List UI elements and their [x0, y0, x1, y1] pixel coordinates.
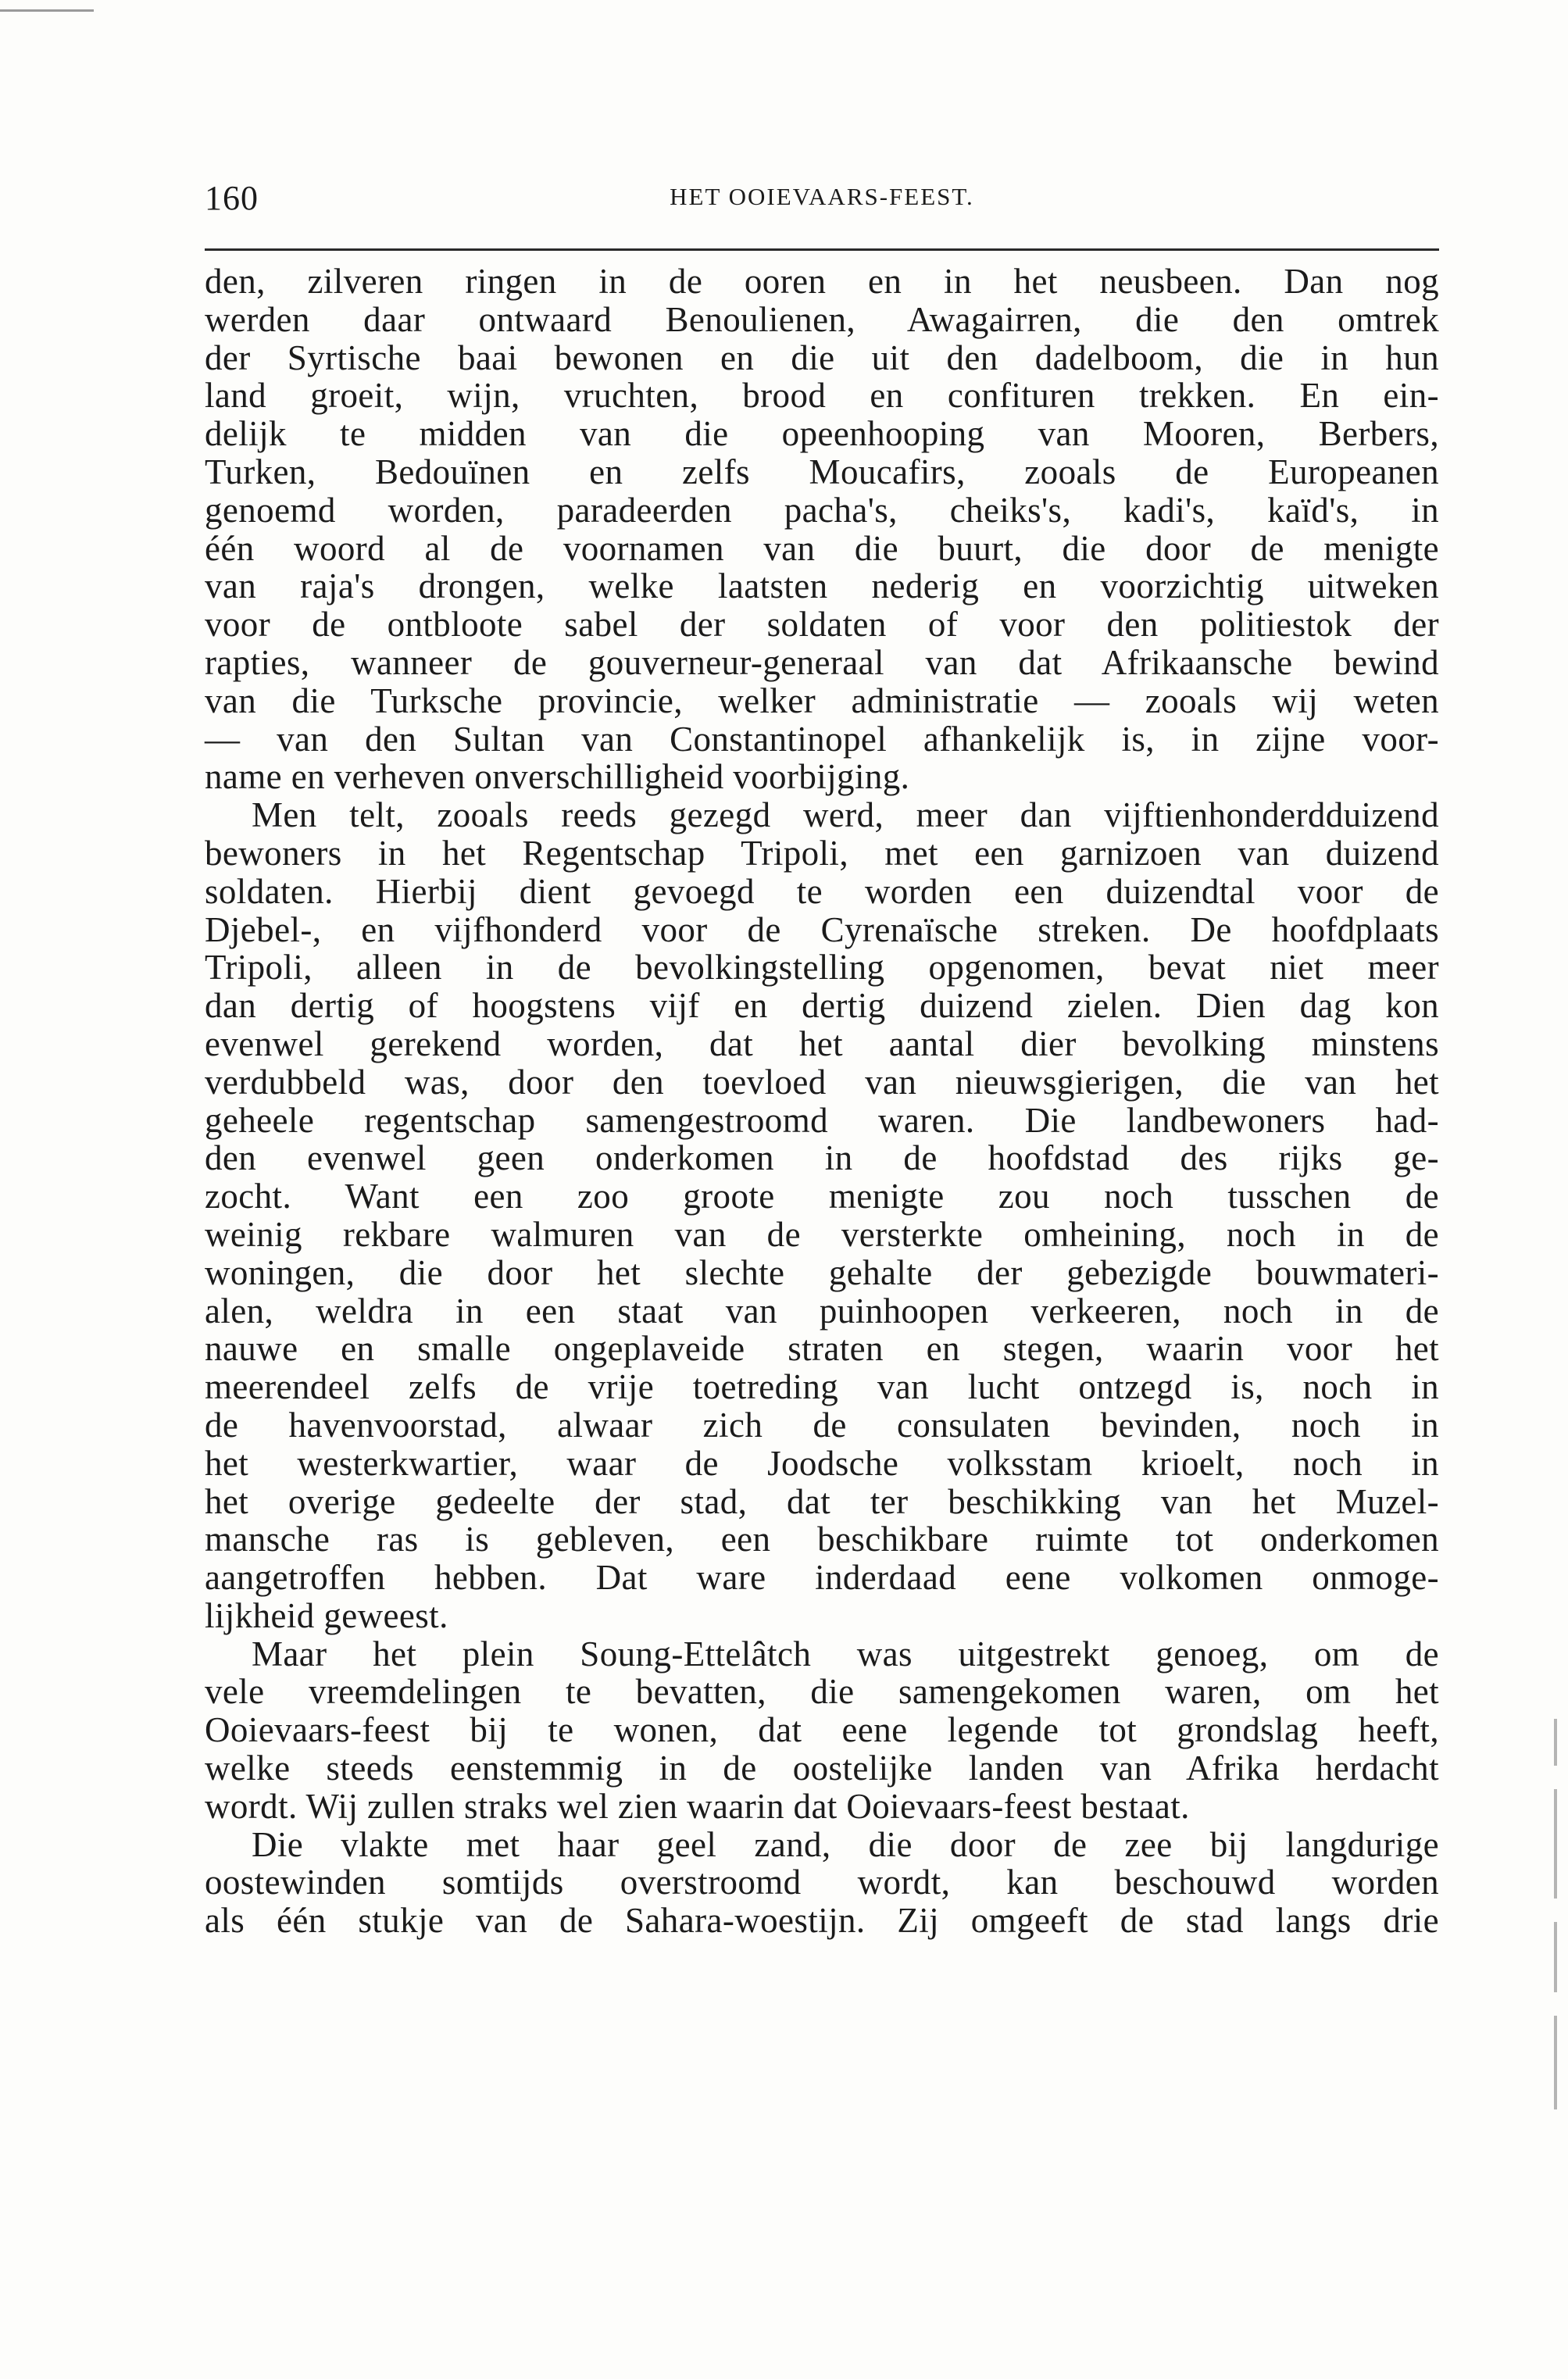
- text-line: name en verheven onverschilligheid voorbijging.: [205, 757, 910, 797]
- text-line: weinig rekbare walmuren van de versterkte omheining, noch in de: [205, 1214, 1439, 1254]
- page-number: 160: [205, 179, 259, 217]
- text-line: aangetroffen hebben. Dat ware inderdaad eene volkomen onmoge-: [205, 1558, 1439, 1598]
- text-line: dan dertig of hoogstens vijf en dertig duizend zielen. Dien dag kon: [205, 986, 1439, 1026]
- running-head: HET OOIEVAARS-FEEST.: [670, 183, 974, 210]
- paragraph: [205, 1826, 1439, 1940]
- text-line: Die vlakte met haar geel zand, die door de zee bij langdurige: [252, 1824, 1439, 1864]
- text-line: genoemd worden, paradeerden pacha's, cheiks's, kadi's, kaïd's, in: [205, 490, 1439, 530]
- header-rule: [205, 248, 1439, 251]
- text-line: Turken, Bedouïnen en zelfs Moucafirs, zooals de Europeanen: [205, 452, 1439, 491]
- text-line: wordt. Wij zullen straks wel zien waarin dat Ooievaars-feest bestaat.: [205, 1786, 1190, 1826]
- text-line: de havenvoorstad, alwaar zich de consulaten bevinden, noch in: [205, 1405, 1439, 1445]
- paragraph: [205, 263, 1439, 796]
- text-line: als één stukje van de Sahara-woestijn. Zij omgeeft de stad langs drie: [205, 1901, 1439, 1941]
- text-line: Maar het plein Soung-Ettelâtch was uitgestrekt genoeg, om de: [252, 1634, 1439, 1674]
- page-header: [205, 178, 1439, 225]
- text-line: Men telt, zooals reeds gezegd werd, meer dan vijftienhonderdduizend: [252, 795, 1439, 835]
- text-line: meerendeel zelfs de vrije toetreding van lucht ontzegd is, noch in: [205, 1367, 1439, 1407]
- scan-edge-mark: [0, 9, 94, 12]
- text-line: oostewinden somtijds overstroomd wordt, kan beschouwd worden: [205, 1863, 1439, 1902]
- text-line: den, zilveren ringen in de ooren en in het neusbeen. Dan nog: [205, 262, 1439, 301]
- text-line: — van den Sultan van Constantinopel afhankelijk is, in zijne voor-: [205, 719, 1439, 759]
- text-line: van die Turksche provincie, welker administratie — zooals wij weten: [205, 680, 1439, 720]
- text-line: bewoners in het Regentschap Tripoli, met een garnizoen van duizend: [205, 833, 1439, 873]
- text-line: rapties, wanneer de gouverneur-generaal van dat Afrikaansche bewind: [205, 642, 1439, 682]
- text-line: nauwe en smalle ongeplaveide straten en stegen, waarin voor het: [205, 1329, 1439, 1369]
- text-line: delijk te midden van die opeenhooping van Mooren, Berbers,: [205, 414, 1439, 454]
- text-line: alen, weldra in een staat van puinhoopen verkeeren, noch in de: [205, 1291, 1439, 1331]
- text-line: werden daar ontwaard Benoulienen, Awagairren, die den omtrek: [205, 299, 1439, 339]
- text-line: één woord al de voornamen van die buurt, die door de menigte: [205, 528, 1439, 568]
- text-line: welke steeds eenstemmig in de oostelijke landen van Afrika herdacht: [205, 1749, 1439, 1788]
- text-line: land groeit, wijn, vruchten, brood en confituren trekken. En ein-: [205, 376, 1439, 416]
- text-line: van raja's drongen, welke laatsten nederig en voorzichtig uitweken: [205, 566, 1439, 606]
- text-line: zocht. Want een zoo groote menigte zou noch tusschen de: [205, 1177, 1439, 1216]
- text-line: Ooievaars-feest bij te wonen, dat eene legende tot grondslag heeft,: [205, 1710, 1439, 1750]
- text-line: der Syrtische baai bewonen en die uit den dadelboom, die in hun: [205, 338, 1439, 377]
- text-line: soldaten. Hierbij dient gevoegd te worden een duizendtal voor de: [205, 871, 1439, 911]
- text-line: woningen, die door het slechte gehalte der gebezigde bouwmateri-: [205, 1252, 1439, 1292]
- text-line: geheele regentschap samengestroomd waren. Die landbewoners had-: [205, 1100, 1439, 1140]
- text-line: Djebel-, en vijfhonderd voor de Cyrenaïsche streken. De hoofdplaats: [205, 909, 1439, 949]
- scan-margin-artifacts: [1545, 1719, 1568, 2125]
- text-line: mansche ras is gebleven, een beschikbare ruimte tot onderkomen: [205, 1520, 1439, 1559]
- text-line: het overige gedeelte der stad, dat ter beschikking van het Muzel-: [205, 1481, 1439, 1521]
- text-line: het westerkwartier, waar de Joodsche volksstam krioelt, noch in: [205, 1443, 1439, 1483]
- paragraph: [205, 796, 1439, 1635]
- text-line: voor de ontbloote sabel der soldaten of voor den politiestok der: [205, 605, 1439, 645]
- text-line: verdubbeld was, door den toevloed van nieuwsgierigen, die van het: [205, 1062, 1439, 1102]
- text-line: Tripoli, alleen in de bevolkingstelling opgenomen, bevat niet meer: [205, 948, 1439, 988]
- paragraph: [205, 1635, 1439, 1826]
- text-line: den evenwel geen onderkomen in de hoofdstad des rijks ge-: [205, 1138, 1439, 1178]
- body-text: [205, 263, 1439, 1940]
- text-line: evenwel gerekend worden, dat het aantal dier bevolking minstens: [205, 1023, 1439, 1063]
- text-line: vele vreemdelingen te bevatten, die samengekomen waren, om het: [205, 1672, 1439, 1712]
- text-line: lijkheid geweest.: [205, 1595, 448, 1635]
